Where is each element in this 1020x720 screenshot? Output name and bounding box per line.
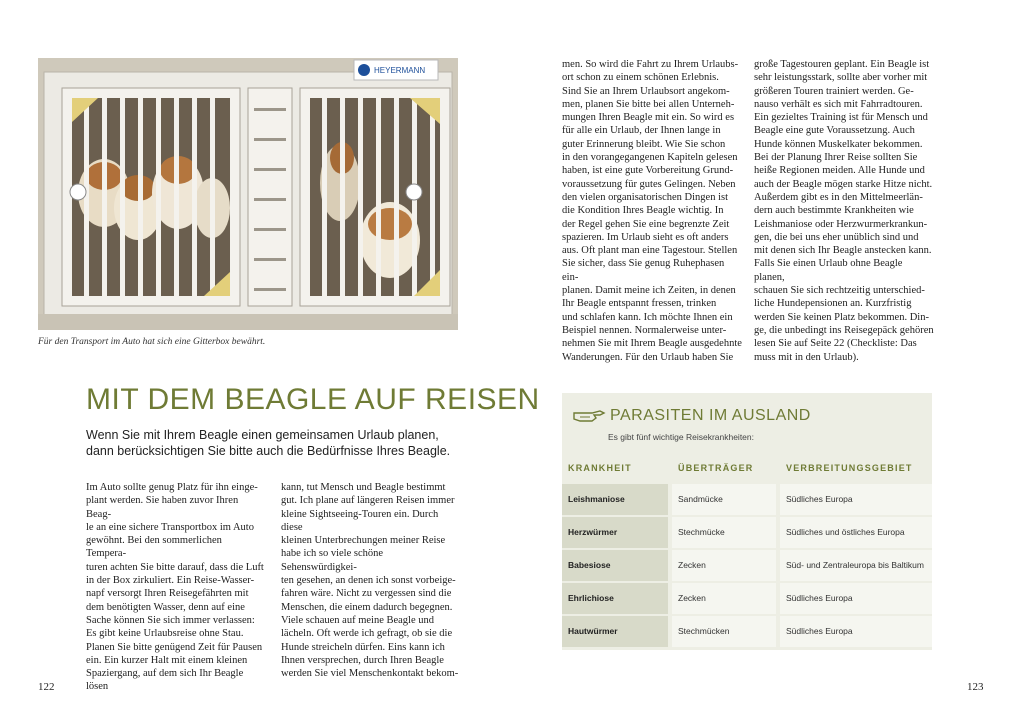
page-number-right: 123: [967, 681, 984, 693]
article-lead: Wenn Sie mit Ihrem Beagle einen gemeinsamen Urlaub planen, dann berücksichtigen Sie bitte auch die Bedürfnisse Ihres Beagle.: [86, 428, 451, 458]
cell-region: Süd- und Zentraleuropa bis Baltikum: [780, 550, 932, 581]
body-column-1: Im Auto sollte genug Platz für ihn einge- plant werden. Sie haben zuvor Ihren Beag- le an eine sichere Transportbox im Auto gewöhnt. Bei den sommerlichen Tempera- turen achten Sie bitte darauf, dass die Luft in der Box zirkuliert. Ein Reise-Wasser- napf versorgt Ihren Reisegefährten mit dem benötigten Wasser, denn auf eine Sache können Sie sich immer verlassen: Es gibt keine Urlaubsreise ohne Stau. Planen Sie bitte genügend Zeit für Pausen ein. Ein kurzer Halt mit einem kleinen Spaziergang, auf dem sich Ihr Beagle lösen: [86, 482, 264, 693]
cell-region: Südliches Europa: [780, 583, 932, 614]
cell-disease: Babesiose: [562, 550, 668, 581]
cell-region: Südliches Europa: [780, 616, 932, 647]
cell-vector: Sandmücke: [672, 484, 776, 515]
page-number-left: 122: [38, 681, 55, 693]
body-column-4: große Tagestouren geplant. Ein Beagle ist sehr leistungsstark, sollte aber vorher mit größeren Touren trainiert werden. Ge- nauso verhält es sich mit Fahrradtouren. Ein gezieltes Training ist für Mensch und Beagle eine gute Voraussetzung. Auch Hunde können Muskelkater bekommen. Bei der Planung Ihrer Reise sollten Sie heiße Regionen meiden. Alle Hunde und auch der Beagle mögen starke Hitze nicht. Außerdem gibt es in den Mittelmeerlän- dern auch bestimmte Krankheiten wie Leishmaniose oder Herzwurmerkrankun- gen, die bei uns eher unüblich sind und mit denen sich Ihr Beagle anstecken kann. Falls Sie einen Urlaub ohne Beagle planen, schauen Sie sich rechtzeitig unterschied- liche Hundepensionen an. Kurzfristig werden Sie keinen Platz bekommen. Din- ge, die unbedingt ins Reisegepäck gehören lesen Sie auf Seite 22 (Checkliste: Das muss mit in den Urlaub).: [754, 59, 934, 363]
cell-region: Südliches Europa: [780, 484, 932, 515]
cell-vector: Zecken: [672, 550, 776, 581]
article-headline: MIT DEM BEAGLE AUF REISEN: [86, 383, 540, 416]
pointing-hand-icon: [572, 407, 606, 425]
box-title: PARASITEN IM AUSLAND: [610, 407, 811, 424]
column-header-uebertraeger: ÜBERTRÄGER: [678, 463, 754, 473]
body-column-3: men. So wird die Fahrt zu Ihrem Urlaubs- ort schon zu einem schönen Erlebnis. Sind Sie an Ihrem Urlaubsort angekom- men, planen Sie bitte bei allen Unterneh- mungen Ihren Beagle mit ein. So wird es für alle ein Urlaub, der Ihnen lange in guter Erinnerung bleibt. Wie Sie schon in den vorangegangenen Kapiteln gelesen haben, ist eine gute Vorbereitung Grund- voraussetzung für gutes Gelingen. Neben den vielen organisatorischen Dingen ist die Kondition Ihres Beagle wichtig. In der Regel gehen Sie eine begrenzte Zeit spazieren. Im Urlaub sieht es oft anders aus. Oft plant man eine Tagestour. Stellen Sie sicher, dass Sie genug Ruhephasen ein- planen. Damit meine ich Zeiten, in denen Ihr Beagle entspannt fressen, trinken und schlafen kann. Ich möchte Ihnen ein Beispiel nennen. Normalerweise unter- nehmen Sie mit Ihrem Beagle ausgedehnte Wanderungen. Für den Urlaub haben Sie: [562, 59, 742, 363]
cell-vector: Zecken: [672, 583, 776, 614]
cell-region: Südliches und östliches Europa: [780, 517, 932, 548]
table-row: [562, 484, 932, 515]
logo-text: HEYERMANN: [374, 66, 426, 75]
box-subtitle: Es gibt fünf wichtige Reisekrankheiten:: [608, 432, 754, 442]
table-row: [562, 550, 932, 581]
cell-disease: Ehrlichiose: [562, 583, 668, 614]
box-header: [572, 407, 811, 425]
table-row: [562, 517, 932, 548]
cell-disease: Hautwürmer: [562, 616, 668, 647]
photo-caption: Für den Transport im Auto hat sich eine Gitterbox bewährt.: [38, 337, 266, 347]
column-header-krankheit: KRANKHEIT: [568, 463, 632, 473]
column-header-verbreitungsgebiet: VERBREITUNGSGEBIET: [786, 463, 913, 473]
table-row: [562, 583, 932, 614]
body-column-2: kann, tut Mensch und Beagle bestimmt gut. Ich plane auf längeren Reisen immer kleine Sightseeing-Touren ein. Durch diese kleinen Unterbrechungen meiner Reise habe ich so viele schöne Sehenswürdigkei- ten gesehen, an denen ich sonst vorbeige- fahren wäre. Nicht zu vergessen sind die Menschen, die einem dadurch begegnen. Viele schauen auf meine Beagle und lächeln. Oft werde ich gefragt, ob sie die Hunde streicheln dürfen. Eins kann ich Ihnen versprechen, durch Ihren Beagle werden Sie viel Menschenkontakt bekom-: [281, 482, 459, 680]
cell-vector: Stechmücken: [672, 616, 776, 647]
table-row: [562, 616, 932, 647]
cell-disease: Herzwürmer: [562, 517, 668, 548]
parasites-info-box: [562, 393, 932, 650]
cell-vector: Stechmücke: [672, 517, 776, 548]
photo-beagles-transport-box: [38, 58, 458, 330]
cell-disease: Leishmaniose: [562, 484, 668, 515]
